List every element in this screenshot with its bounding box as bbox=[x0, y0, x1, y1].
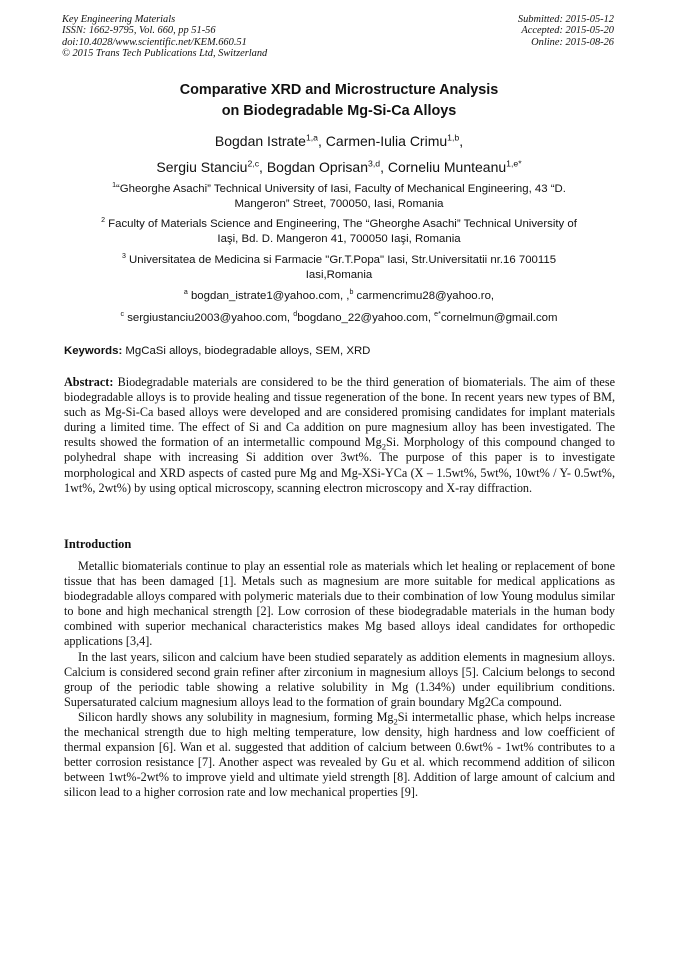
author-separator: , bbox=[380, 159, 388, 175]
affiliation-sup: 2 bbox=[101, 217, 105, 225]
journal-name: Key Engineering Materials bbox=[62, 14, 176, 25]
title-line-1: Comparative XRD and Microstructure Analysis bbox=[179, 82, 499, 98]
email-sup: b bbox=[349, 289, 354, 297]
email-address[interactable]: sergiustanciu2003@yahoo.com, bbox=[124, 312, 294, 324]
email-address[interactable]: bogdan_istrate1@yahoo.com, , bbox=[187, 290, 350, 302]
affiliation-text: Universitatea de Medicina si Farmacie "Gr.T.Popa" Iasi, Str.Universitatii nr.16 700115 bbox=[125, 254, 557, 266]
author-name: Bogdan Istrate bbox=[214, 133, 306, 149]
author-separator: , bbox=[459, 133, 464, 149]
accepted-date: Accepted: 2015-05-20 bbox=[521, 25, 614, 37]
author-sup: 1,e* bbox=[506, 158, 522, 169]
doi-line: doi:10.4028/www.scientific.net/KEM.660.51 bbox=[62, 36, 247, 48]
affiliation-1 bbox=[40, 182, 638, 212]
email-sup: c bbox=[120, 311, 125, 319]
abstract-label: Abstract: bbox=[64, 375, 114, 389]
keywords bbox=[64, 345, 370, 357]
author-sup: 2,c bbox=[247, 158, 260, 169]
author-name: Carmen-Iulia Crimu bbox=[325, 133, 448, 149]
author-name: Corneliu Munteanu bbox=[387, 159, 507, 175]
abstract-text: Biodegradable materials are considered to be the third generation of biomaterials. The aim of these biodegradable alloys is to provide healing and tissue regeneration of the bone. In recent years new types of BM, such as Mg-Si-Ca based alloys were developed and are considered promising candidates for implant materials during a limited time. The effect of Si and Ca addition on pure magnesium alloy has been investigated. The results showed the formation of an intermetallic compound Mg bbox=[64, 375, 615, 450]
paragraph-subscript: 2 bbox=[393, 716, 398, 727]
intro-paragraph-2: In the last years, silicon and calcium have been studied separately as addition elements in magnesium alloys. Calcium is considered second grain refiner after zirconium in magnesium alloys [5]. Calcium belongs to second group of the periodic table showing a relative solubility in Mg (1.34%) under equilibrium conditions. Supersaturated calcium magnesium alloys lead to the formation of grain boundary Mg2Ca compound. bbox=[64, 649, 615, 709]
paper-title bbox=[40, 80, 638, 122]
author-sup: 3,d bbox=[368, 158, 381, 169]
issn-line: ISSN: 1662-9795, Vol. 660, pp 51-56 bbox=[62, 25, 216, 37]
email-sup: e* bbox=[434, 311, 441, 319]
author-separator: , bbox=[259, 159, 267, 175]
affiliation-3 bbox=[40, 253, 638, 283]
affiliation-text: Mangeron” Street, 700050, Iasi, Romania bbox=[234, 198, 444, 210]
intro-paragraph-1: Metallic biomaterials continue to play an essential role as materials which let healing or replacement of bone tissue that has been damaged [1]. Metals such as magnesium are more suitable for medical applications as biodegradable alloys compared with polymeric materials due to their combination of low Young modulus similar to bone and high mechanical strength [2]. Low corrosion of these biodegradable materials in the human body combined with superior mechanical characteristics makes Mg based alloys ideal candidates for orthopedic applications [3,4]. bbox=[64, 559, 615, 649]
author-sup: 1,a bbox=[305, 132, 319, 143]
email-address[interactable]: carmencrimu28@yahoo.ro, bbox=[353, 290, 495, 302]
keywords-text: MgCaSi alloys, biodegradable alloys, SEM, XRD bbox=[122, 345, 371, 357]
email-address[interactable]: bogdano_22@yahoo.com, bbox=[297, 312, 435, 324]
paragraph-text: Si intermetallic phase, which helps increase the mechanical strength due to high melting temperature, low density, high hardness and low coefficient of thermal expansion [6]. Wan et al. suggested that addition of calcium between 0.6wt% - 1wt% contributes to a better corrosion resistance [7]. Another aspect was revealed by Gu et al. which recommend addition of silicon between 1wt%-2wt% to improve yield and ultimate yield strength [8]. Addition of large amount of calcium and silicon lead to a higher corrosion rate and low mechanical properties [9]. bbox=[64, 709, 615, 800]
paragraph-text: Silicon hardly shows any solubility in magnesium, forming Mg bbox=[78, 709, 394, 724]
author-name: Bogdan Oprisan bbox=[266, 159, 369, 175]
affiliation-text: “Gheorghe Asachi” Technical University of Iasi, Faculty of Mechanical Engineering, 43 “D. bbox=[115, 183, 566, 195]
author-emails bbox=[40, 285, 638, 329]
submission-dates bbox=[518, 14, 614, 48]
author-separator: , bbox=[318, 133, 326, 149]
keywords-label: Keywords: bbox=[64, 345, 123, 357]
affiliation-sup: 1 bbox=[112, 182, 116, 190]
journal-info bbox=[62, 14, 267, 60]
affiliation-2 bbox=[40, 217, 638, 247]
title-line-2: on Biodegradable Mg-Si-Ca Alloys bbox=[221, 103, 457, 119]
abstract bbox=[64, 375, 615, 496]
email-sup: d bbox=[293, 311, 298, 319]
author-sup: 1,b bbox=[447, 132, 460, 143]
copyright-line: © 2015 Trans Tech Publications Ltd, Switzerland bbox=[62, 48, 268, 60]
abstract-subscript: 2 bbox=[381, 441, 386, 452]
abstract-text: Si. Morphology of this compound changed to polyhedral shape with increasing Si addition over 3wt%. The purpose of this paper is to investigate morphological and XRD aspects of casted pure Mg and Mg-XSi-YCa (X – 1.5wt%, 5wt%, 10wt% / Y- 0.5wt%, 1wt%, 2wt%) by using optical microscopy, scanning electron microscopy and X-ray diffraction. bbox=[64, 435, 615, 495]
section-heading-introduction: Introduction bbox=[64, 537, 132, 551]
email-address[interactable]: cornelmun@gmail.com bbox=[440, 312, 558, 324]
email-sup: a bbox=[183, 289, 188, 297]
author-name: Sergiu Stanciu bbox=[156, 159, 248, 175]
affiliation-text: Iaşi, Bd. D. Mangeron 41, 700050 Iaşi, Romania bbox=[217, 233, 461, 245]
affiliation-sup: 3 bbox=[121, 253, 126, 261]
author-list bbox=[40, 128, 638, 180]
affiliation-text: Iasi,Romania bbox=[305, 269, 373, 281]
online-date: Online: 2015-08-26 bbox=[531, 36, 614, 48]
introduction-body bbox=[64, 559, 615, 801]
authors-line-1 bbox=[40, 128, 638, 154]
affiliation-text: Faculty of Materials Science and Engineering, The “Gheorghe Asachi” Technical University of bbox=[105, 218, 577, 230]
submitted-date: Submitted: 2015-05-12 bbox=[517, 14, 614, 25]
authors-line-2 bbox=[40, 154, 638, 180]
intro-paragraph-3 bbox=[64, 710, 615, 801]
